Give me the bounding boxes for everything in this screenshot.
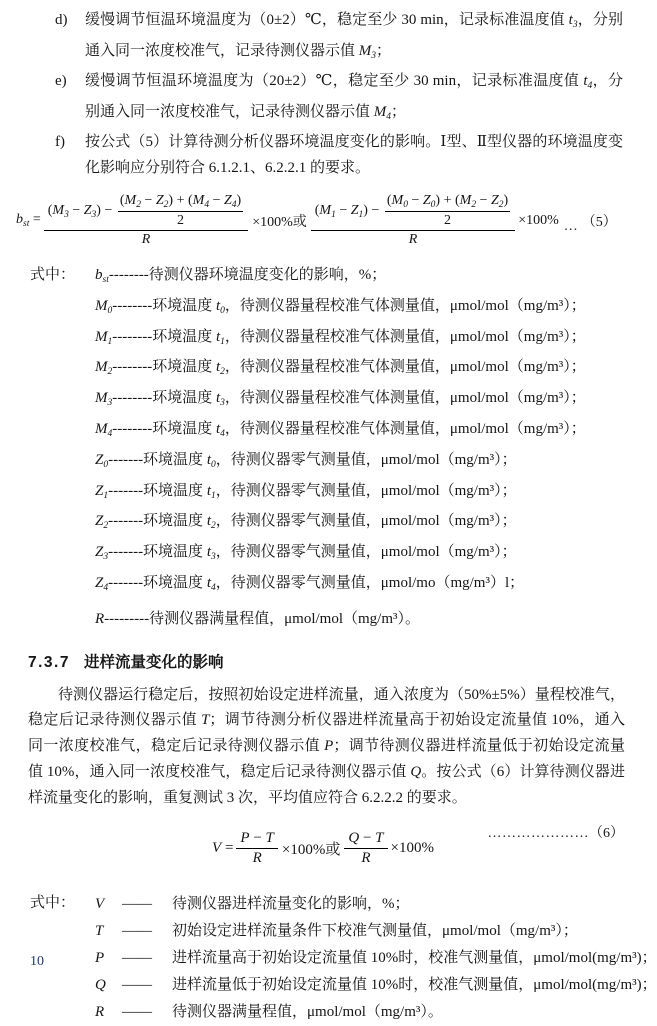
where-list-1 bbox=[0, 263, 646, 633]
section-title: 进样流量变化的影响 bbox=[83, 653, 224, 671]
formula5-lhs: $b_{st}$ = bbox=[16, 212, 41, 229]
formula6-fraction-2 bbox=[344, 830, 387, 867]
inner-denominator: 2 bbox=[385, 211, 510, 229]
numerator: Q − T bbox=[348, 829, 384, 846]
definition-row: $Z_0-------$环境温度 $t_0$，待测仪器零气测量值，μmol/mol（mg/m³）； bbox=[95, 451, 517, 470]
numerator-pre: $(M_3 - Z_3)$ − bbox=[47, 203, 116, 221]
where-label: 式中： bbox=[30, 267, 76, 283]
where1-rows bbox=[95, 263, 646, 633]
definition-row bbox=[95, 972, 657, 999]
definition-row: $Z_1-------$环境温度 $t_1$，待测仪器零气测量值，μmol/mol（mg/m³）； bbox=[95, 482, 517, 501]
list-item bbox=[55, 8, 623, 69]
list-item bbox=[55, 130, 623, 181]
definition-text: 进样流量高于初始设定流量值 10%时，校准气测量值，μmol/mol(mg/m³)； bbox=[172, 949, 657, 966]
definition-text: 进样流量低于初始设定流量值 10%时，校准气测量值，μmol/mol(mg/m³)； bbox=[172, 976, 657, 993]
definition-row: $M_2--------$环境温度 $t_2$，待测仪器量程校准气体测量值，μmol/mol（mg/m³）； bbox=[95, 359, 586, 378]
list-item-label: d) bbox=[55, 12, 68, 28]
formula6-lhs: V = bbox=[212, 839, 234, 856]
definition-row bbox=[95, 999, 646, 1026]
formula6-number: （6） bbox=[589, 825, 624, 841]
denominator: R bbox=[44, 230, 248, 248]
where-list-2 bbox=[0, 891, 657, 1026]
definition-dash: —— bbox=[122, 895, 152, 912]
definition-dash: —— bbox=[122, 949, 152, 966]
list-item-text: 缓慢调节恒温环境温度为（20±2）℃，稳定至少 30 min，记录标准温度值 $t_4$，分别通入同一浓度校准气，记录待测仪器示值 $M_4$； bbox=[85, 73, 623, 122]
definition-row: $M_1--------$环境温度 $t_1$，待测仪器量程校准气体测量值，μmol/mol（mg/m³）； bbox=[95, 328, 586, 347]
formula-6-block bbox=[0, 822, 646, 878]
definition-dash: —— bbox=[122, 922, 152, 939]
denominator: R bbox=[311, 230, 515, 248]
formula5-dots: … bbox=[563, 218, 579, 234]
formula6-dots: ………………… bbox=[487, 825, 589, 841]
body-paragraph: 待测仪器运行稳定后，按照初始设定进样流量，通入浓度为（50%±5%）量程校准气，稳定后记录待测仪器示值 T；调节待测分析仪器进样流量高于初始设定流量值 10%，通入同一浓度校准气，稳定后记录待测仪器示值 P；调节待测仪器进样流量低于初始设定流量值 10%，通入同一浓度校准气，稳定后记录待测仪器示值 Q。按公式（6）计算待测仪器进样流量变化的影响，重复测试 3 次，平均值应符合 6.2.2.2 的要求。 bbox=[28, 686, 625, 806]
list-item-text: 按公式（5）计算待测分析仪器环境温度变化的影响。Ⅰ型、Ⅱ型仪器的环境温度变化影响应分别符合 6.1.2.1、6.2.2.1 的要求。 bbox=[85, 134, 623, 176]
definition-row: $b_{st}--------$待测仪器环境温度变化的影响，%； bbox=[95, 267, 387, 285]
definition-symbol: P bbox=[95, 949, 105, 966]
where-label: 式中： bbox=[30, 894, 76, 911]
inner-numerator: $(M_0 - Z_0) + (M_2 - Z_2)$ bbox=[386, 193, 509, 210]
inner-fraction bbox=[385, 193, 510, 229]
definition-symbol: T bbox=[95, 922, 104, 939]
inner-denominator: 2 bbox=[118, 211, 243, 229]
formula5-fraction-1 bbox=[44, 193, 248, 248]
formula6-times: ×100% bbox=[390, 839, 434, 856]
definition-row: $M_0--------$环境温度 $t_0$，待测仪器量程校准气体测量值，μmol/mol（mg/m³）； bbox=[95, 297, 586, 316]
denominator: R bbox=[236, 848, 277, 867]
definition-row bbox=[95, 891, 646, 918]
definition-row: $Z_2-------$环境温度 $t_2$，待测仪器零气测量值，μmol/mol（mg/m³）； bbox=[95, 513, 517, 532]
denominator: R bbox=[344, 848, 387, 867]
formula6-fraction-1 bbox=[236, 830, 277, 867]
lettered-list bbox=[55, 8, 623, 181]
definition-dash: —— bbox=[122, 1003, 152, 1020]
list-item-label: f) bbox=[55, 134, 65, 150]
formula6-dots-and-number bbox=[488, 822, 625, 842]
numerator: P − T bbox=[240, 829, 274, 846]
document-page bbox=[0, 8, 657, 1020]
numerator-pre: $(M_1 - Z_1)$ − bbox=[314, 203, 383, 221]
list-item bbox=[55, 69, 623, 130]
definition-row: $Z_3-------$环境温度 $t_3$，待测仪器零气测量值，μmol/mol（mg/m³）； bbox=[95, 544, 517, 563]
definition-text: 待测仪器满量程值，μmol/mol（mg/m³）。 bbox=[172, 1003, 443, 1020]
definition-row: $Z_4-------$环境温度 $t_4$，待测仪器零气测量值，μmol/mo（mg/m³）l； bbox=[95, 574, 525, 593]
list-item-label: e) bbox=[55, 73, 67, 89]
definition-row bbox=[95, 945, 657, 972]
definition-symbol: V bbox=[95, 895, 105, 912]
definition-symbol: R bbox=[95, 1003, 105, 1020]
formula6-times-or: ×100%或 bbox=[281, 841, 341, 858]
definition-text: 初始设定进样流量条件下校准气测量值，μmol/mol（mg/m³）； bbox=[172, 922, 578, 939]
where2-rows bbox=[95, 891, 657, 1026]
definition-row: $M_3--------$环境温度 $t_3$，待测仪器量程校准气体测量值，μmol/mol（mg/m³）； bbox=[95, 390, 586, 409]
list-item-text: 缓慢调节恒温环境温度为（0±2）℃，稳定至少 30 min，记录标准温度值 $t_3$，分别通入同一浓度校准气，记录待测仪器示值 $M_3$； bbox=[85, 12, 623, 61]
formula5-number: （5） bbox=[581, 214, 617, 230]
definition-text: 待测仪器进样流量变化的影响，%； bbox=[172, 895, 410, 912]
definition-dash: —— bbox=[122, 976, 152, 993]
definition-symbol: Q bbox=[95, 976, 106, 993]
section-heading bbox=[28, 650, 646, 672]
page-number: 10 bbox=[30, 954, 44, 969]
inner-fraction bbox=[118, 193, 243, 229]
inner-numerator: $(M_2 - Z_2) + (M_4 - Z_4)$ bbox=[119, 193, 242, 210]
formula5-fraction-2 bbox=[311, 193, 515, 248]
definition-row: $M_4--------$环境温度 $t_4$，待测仪器量程校准气体测量值，μmol/mol（mg/m³）； bbox=[95, 420, 586, 439]
definition-row bbox=[95, 918, 646, 945]
formula5-times-or: ×100%或 bbox=[252, 214, 307, 230]
formula5-times: ×100% bbox=[518, 212, 559, 228]
definition-row: R---------待测仪器满量程值，μmol/mol（mg/m³）。 bbox=[95, 610, 421, 627]
section-number: 7.3.7 bbox=[28, 653, 70, 671]
formula-5 bbox=[16, 193, 646, 248]
